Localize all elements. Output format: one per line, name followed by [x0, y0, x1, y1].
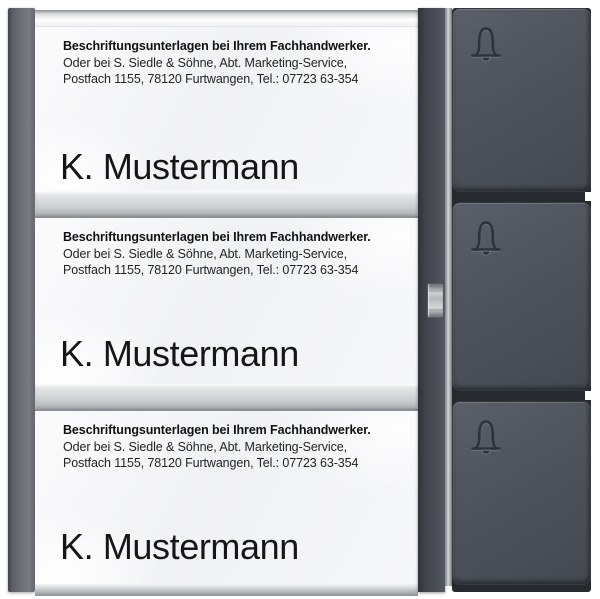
- resident-name: K. Mustermann: [60, 146, 299, 187]
- frame-divider-line: [445, 8, 452, 586]
- info-line-2: Oder bei S. Siedle & Söhne, Abt. Marketing-Service,: [63, 439, 347, 454]
- plate-separator: [35, 191, 418, 218]
- release-latch: [427, 283, 444, 318]
- frame-strip-bottom: [35, 584, 418, 596]
- info-line-3: Postfach 1155, 78120 Furtwangen, Tel.: 07723 63-354: [63, 456, 359, 470]
- nameplate-card: [35, 411, 418, 584]
- bell-button-3[interactable]: [452, 401, 591, 585]
- nameplate-card: [35, 27, 418, 191]
- nameplate-stack: [35, 10, 418, 595]
- nameplate-info-text: [35, 411, 418, 472]
- bell-icon: [466, 23, 506, 67]
- frame-rail-left: [8, 8, 35, 592]
- info-line-3: Postfach 1155, 78120 Furtwangen, Tel.: 07723 63-354: [63, 263, 359, 277]
- bell-icon: [466, 416, 506, 460]
- info-line-bold: Beschriftungsunterlagen bei Ihrem Fachhandwerker.: [63, 39, 371, 53]
- nameplate-info-text: [35, 218, 418, 279]
- nameplate-card: [35, 218, 418, 384]
- info-line-2: Oder bei S. Siedle & Söhne, Abt. Marketing-Service,: [63, 55, 347, 70]
- bell-icon: [466, 217, 506, 261]
- nameplate-info-text: [35, 27, 418, 88]
- plate-separator: [35, 384, 418, 411]
- info-line-2: Oder bei S. Siedle & Söhne, Abt. Marketing-Service,: [63, 246, 347, 261]
- column-gap-notch: [585, 391, 592, 400]
- resident-name: K. Mustermann: [60, 526, 299, 567]
- bell-button-2[interactable]: [452, 202, 591, 391]
- info-line-bold: Beschriftungsunterlagen bei Ihrem Fachhandwerker.: [63, 423, 371, 437]
- frame-strip-top: [35, 10, 418, 27]
- column-gap-notch: [585, 192, 592, 201]
- bell-button-column: [452, 8, 591, 592]
- info-line-3: Postfach 1155, 78120 Furtwangen, Tel.: 07723 63-354: [63, 72, 359, 86]
- resident-name: K. Mustermann: [60, 333, 299, 374]
- info-line-bold: Beschriftungsunterlagen bei Ihrem Fachhandwerker.: [63, 230, 371, 244]
- bell-button-1[interactable]: [452, 8, 591, 192]
